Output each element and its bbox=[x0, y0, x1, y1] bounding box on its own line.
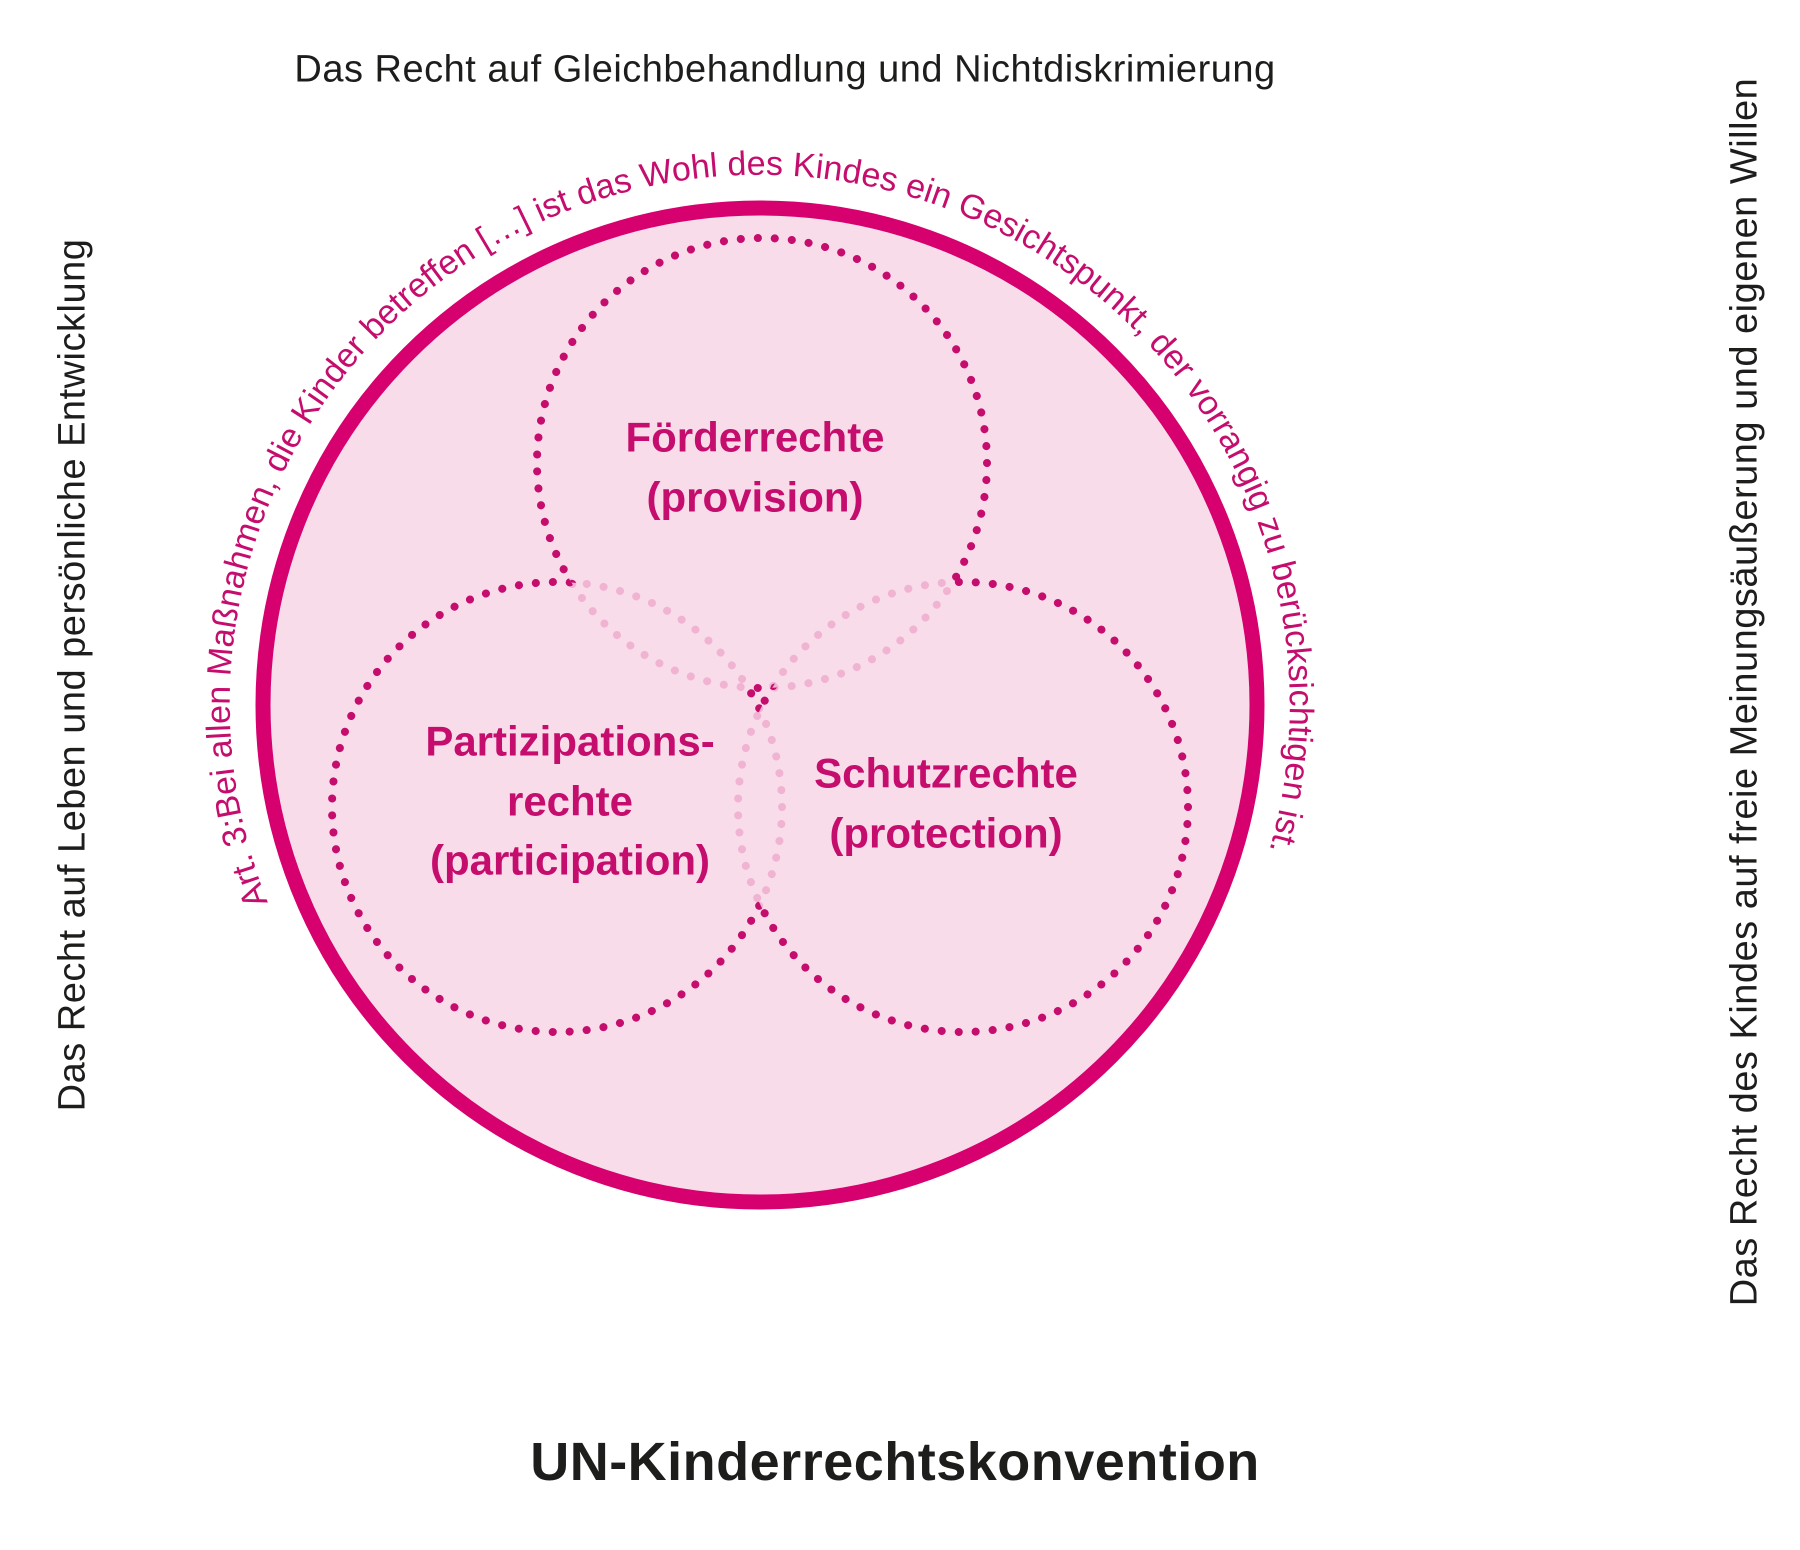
provision-label bbox=[625, 407, 884, 526]
arc-quote-text: Art. 3:Bei allen Maßnahmen, die Kinder betreffen […] ist das Wohl des Kindes ein Gesichtspunkt, der vorrangig zu berücksichtigen ist. bbox=[199, 144, 1320, 914]
protection-label bbox=[814, 743, 1078, 862]
top-caption: Das Recht auf Gleichbehandlung und Nichtdiskrimierung bbox=[294, 48, 1276, 91]
participation-label-line1: Partizipations- bbox=[425, 717, 715, 765]
protection-label-line1: Schutzrechte bbox=[814, 749, 1078, 797]
provision-label-line2: (provision) bbox=[646, 473, 864, 520]
diagram-title: UN-Kinderrechtskonvention bbox=[530, 1432, 1260, 1492]
participation-label-line2: rechte bbox=[506, 777, 634, 825]
protection-label-line2: (protection) bbox=[829, 809, 1063, 856]
participation-label-line3: (participation) bbox=[430, 836, 710, 884]
participation-label bbox=[425, 712, 714, 891]
provision-label-line1: Förderrechte bbox=[625, 413, 885, 461]
left-caption: Das Recht auf Leben und persönliche Entwicklung bbox=[51, 238, 94, 1112]
right-caption: Das Recht des Kindes auf freie Meinungsäußerung und eigenen Willen bbox=[1723, 77, 1766, 1307]
